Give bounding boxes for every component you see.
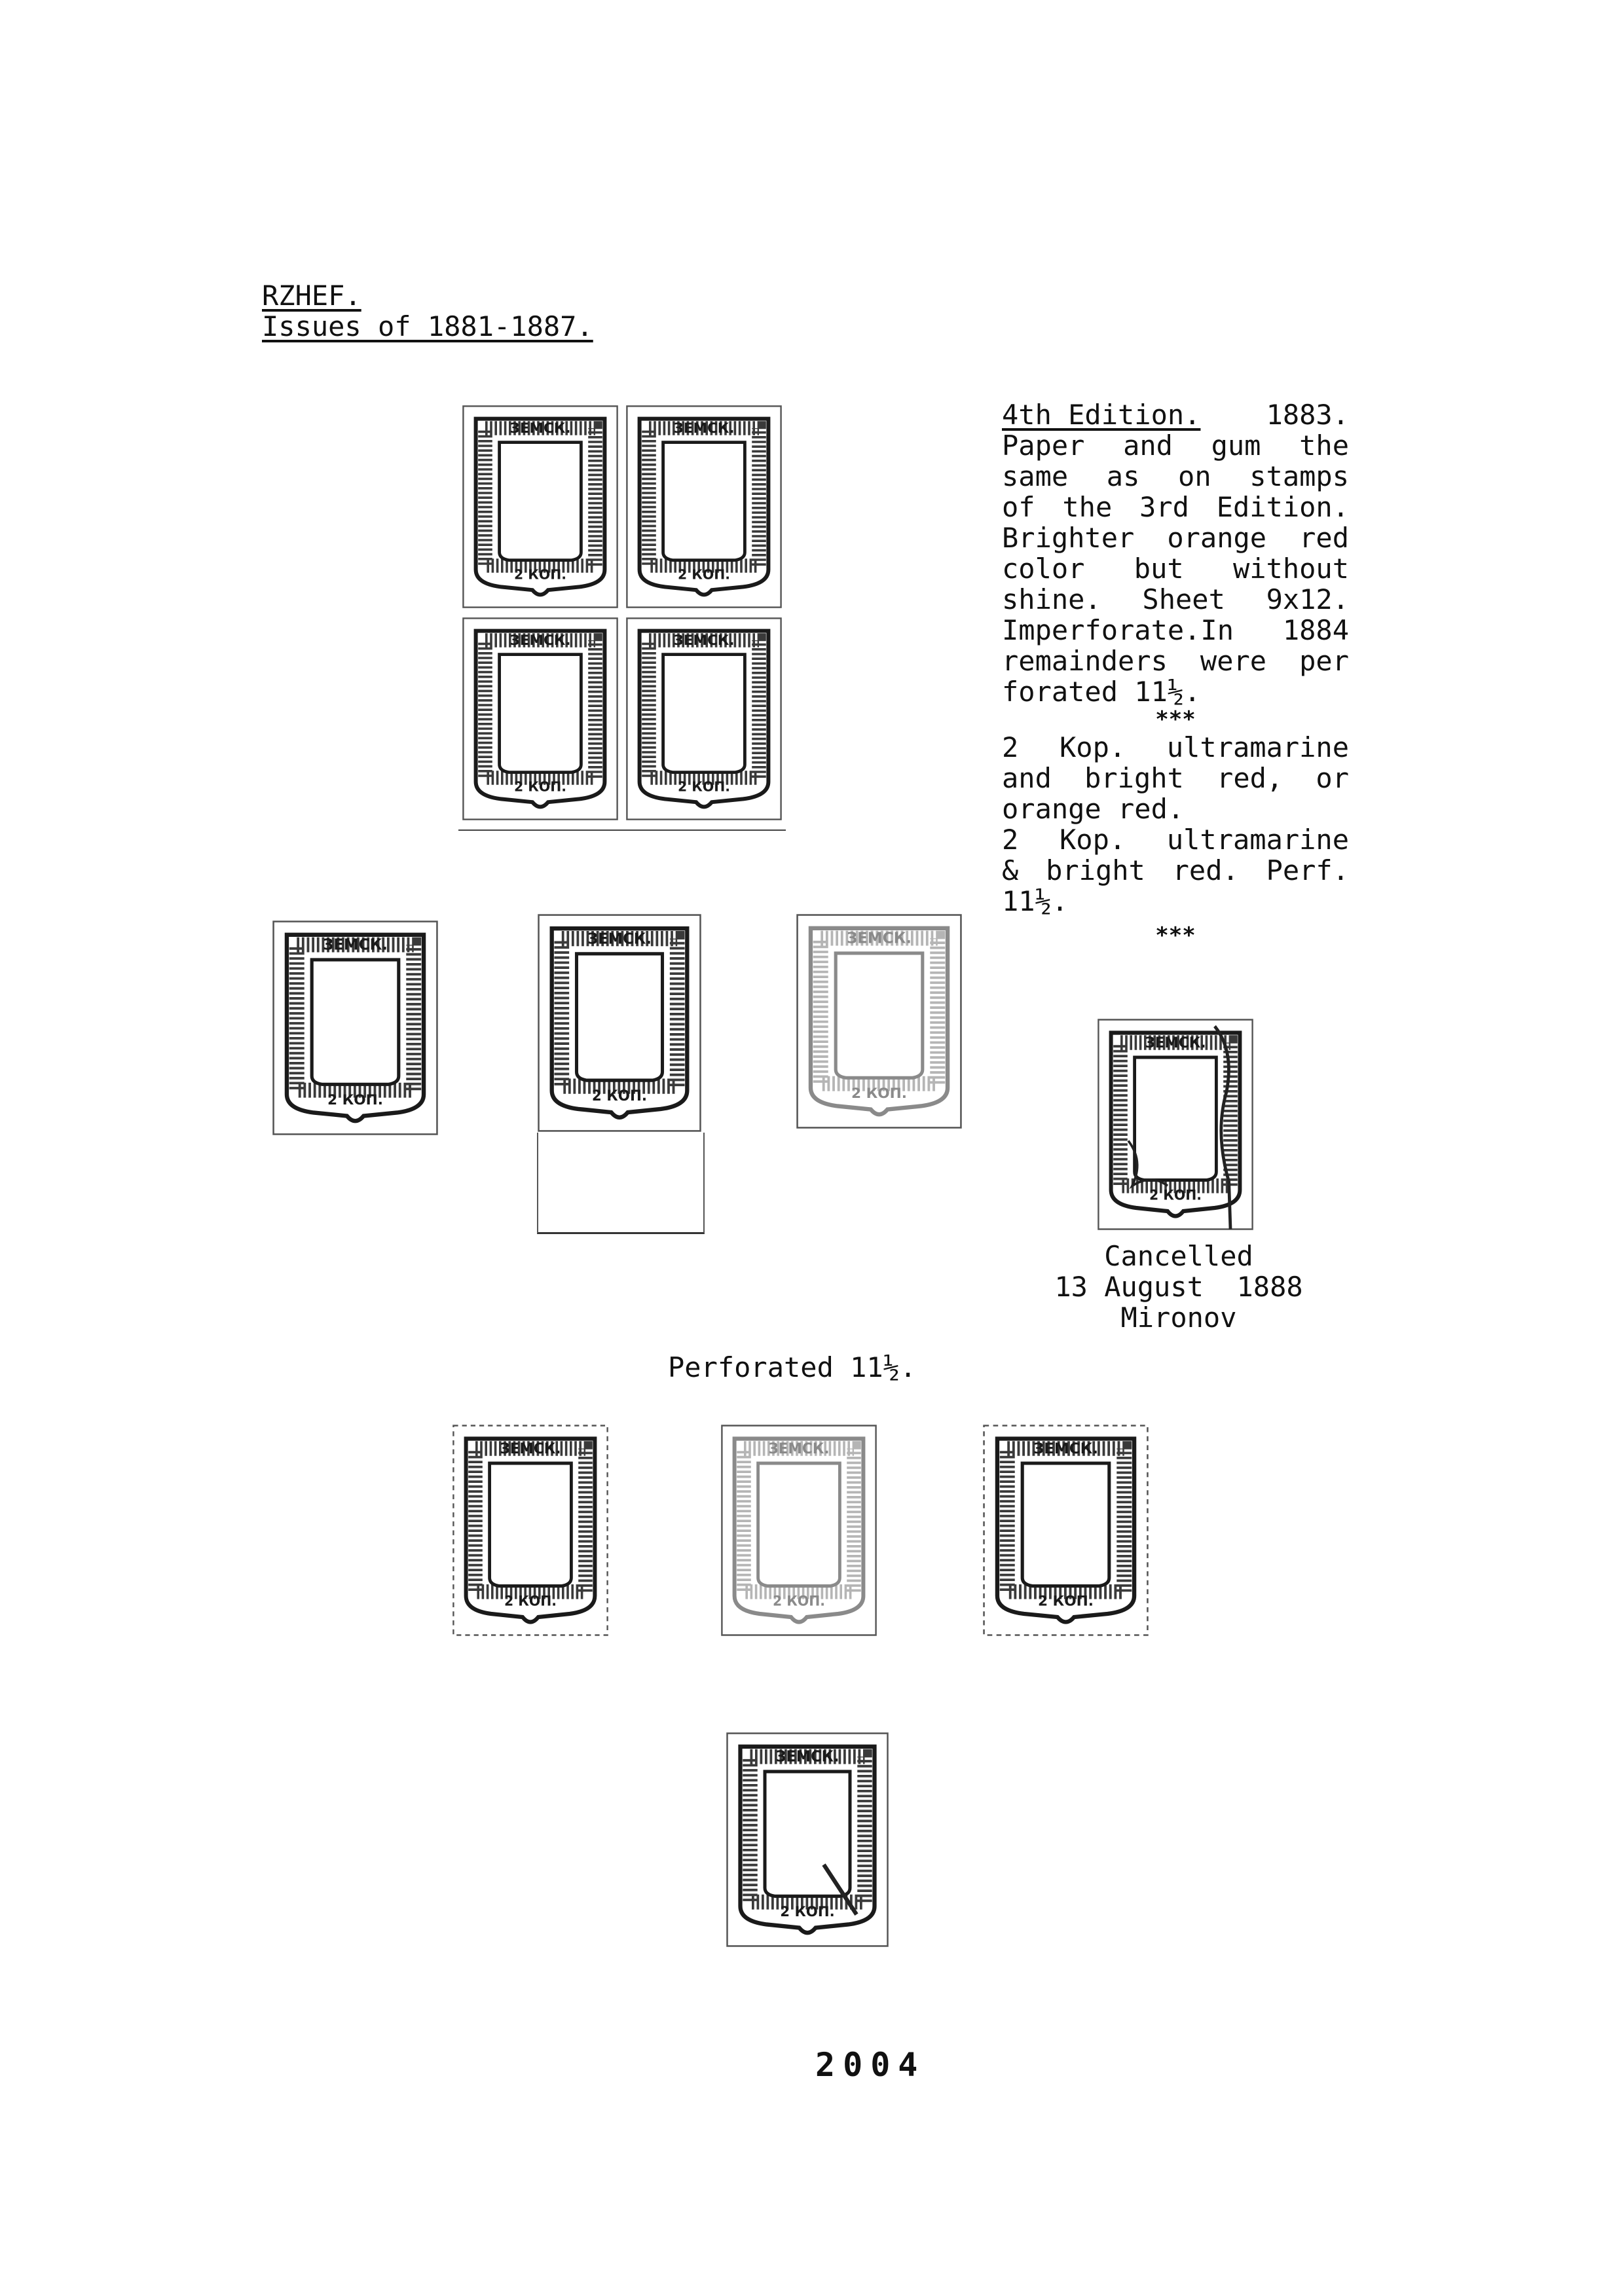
svg-text:2 КОП.: 2 КОП. bbox=[780, 1903, 835, 1920]
svg-text:2 КОП.: 2 КОП. bbox=[772, 1593, 826, 1609]
cancel-note-line-3: Mironov bbox=[1120, 1302, 1237, 1334]
value-line: & bright red. Perf. bbox=[1002, 854, 1349, 886]
value-line: 2 Kop. ultramarine bbox=[1002, 731, 1349, 763]
stamp-image bbox=[462, 405, 619, 609]
value-line: 11½. bbox=[1002, 885, 1069, 917]
svg-text:ЗЕМСК.: ЗЕМСК. bbox=[509, 632, 571, 649]
svg-text:2 КОП.: 2 КОП. bbox=[591, 1087, 648, 1105]
value-line: orange red. bbox=[1002, 793, 1185, 825]
page-title: RZHEF. bbox=[262, 280, 361, 312]
page-subtitle: Issues of 1881-1887. bbox=[262, 310, 593, 342]
stamp-image bbox=[625, 617, 783, 821]
stamp-image bbox=[272, 920, 439, 1136]
svg-text:2 КОП.: 2 КОП. bbox=[1037, 1593, 1094, 1610]
stamp-image bbox=[462, 617, 619, 821]
stamp-image bbox=[537, 913, 702, 1133]
page-number: 2004 bbox=[815, 2046, 926, 2084]
svg-text:ЗЕМСК.: ЗЕМСК. bbox=[768, 1440, 830, 1458]
svg-text:2 КОП.: 2 КОП. bbox=[1149, 1187, 1202, 1203]
edition-heading: 4th Edition. bbox=[1002, 399, 1201, 431]
svg-text:2 КОП.: 2 КОП. bbox=[327, 1091, 384, 1108]
value-line: 2 Kop. ultramarine bbox=[1002, 824, 1349, 856]
sheet-margin-strip bbox=[537, 1133, 705, 1234]
cancel-note-line-1: Cancelled bbox=[1104, 1240, 1253, 1272]
svg-text:2 КОП.: 2 КОП. bbox=[513, 778, 567, 795]
edition-year: 1883. bbox=[1266, 399, 1349, 431]
svg-text:ЗЕМСК.: ЗЕМСК. bbox=[500, 1440, 561, 1458]
svg-text:2 КОП.: 2 КОП. bbox=[851, 1085, 908, 1102]
value-line: and bright red, or bbox=[1002, 762, 1349, 794]
stamp-image bbox=[982, 1424, 1149, 1637]
svg-text:2 КОП.: 2 КОП. bbox=[504, 1593, 557, 1609]
stamp-image bbox=[452, 1424, 609, 1637]
description-block bbox=[1002, 399, 1349, 948]
stamp-image bbox=[720, 1424, 877, 1637]
description-line: Paper and gum the bbox=[1002, 429, 1349, 462]
stamp-image bbox=[1097, 1018, 1254, 1231]
svg-text:2 КОП.: 2 КОП. bbox=[677, 566, 731, 583]
svg-text:ЗЕМСК.: ЗЕМСК. bbox=[775, 1748, 840, 1766]
stamp-image bbox=[796, 913, 963, 1129]
svg-text:ЗЕМСК.: ЗЕМСК. bbox=[587, 930, 652, 948]
description-line: Brighter orange red bbox=[1002, 522, 1349, 554]
svg-text:ЗЕМСК.: ЗЕМСК. bbox=[673, 632, 735, 649]
perforated-heading: Perforated 11½. bbox=[668, 1351, 917, 1383]
cancel-note-line-2: 13 August 1888 bbox=[1054, 1271, 1303, 1303]
value-lines bbox=[1002, 732, 1349, 917]
svg-text:ЗЕМСК.: ЗЕМСК. bbox=[673, 420, 735, 437]
description-line: forated 11½. bbox=[1002, 676, 1201, 708]
description-line: remainders were per bbox=[1002, 645, 1349, 677]
svg-text:ЗЕМСК.: ЗЕМСК. bbox=[322, 936, 388, 954]
description-line: same as on stamps bbox=[1002, 460, 1349, 492]
description-lines bbox=[1002, 430, 1349, 707]
stamp-image bbox=[726, 1732, 889, 1948]
description-line: shine. Sheet 9x12. bbox=[1002, 583, 1349, 615]
description-line: Imperforate.In 1884 bbox=[1002, 614, 1349, 646]
description-line: of the 3rd Edition. bbox=[1002, 491, 1349, 523]
separator-stars: *** bbox=[1155, 706, 1196, 733]
svg-text:2 КОП.: 2 КОП. bbox=[677, 778, 731, 795]
description-line: color but without bbox=[1002, 553, 1349, 585]
svg-text:ЗЕМСК.: ЗЕМСК. bbox=[1033, 1440, 1099, 1457]
svg-text:ЗЕМСК.: ЗЕМСК. bbox=[846, 930, 912, 947]
separator-stars: *** bbox=[1155, 922, 1196, 949]
svg-text:ЗЕМСК.: ЗЕМСК. bbox=[509, 420, 571, 437]
stamp-image bbox=[625, 405, 783, 609]
svg-text:ЗЕМСК.: ЗЕМСК. bbox=[1145, 1034, 1206, 1052]
svg-text:2 КОП.: 2 КОП. bbox=[513, 566, 567, 583]
